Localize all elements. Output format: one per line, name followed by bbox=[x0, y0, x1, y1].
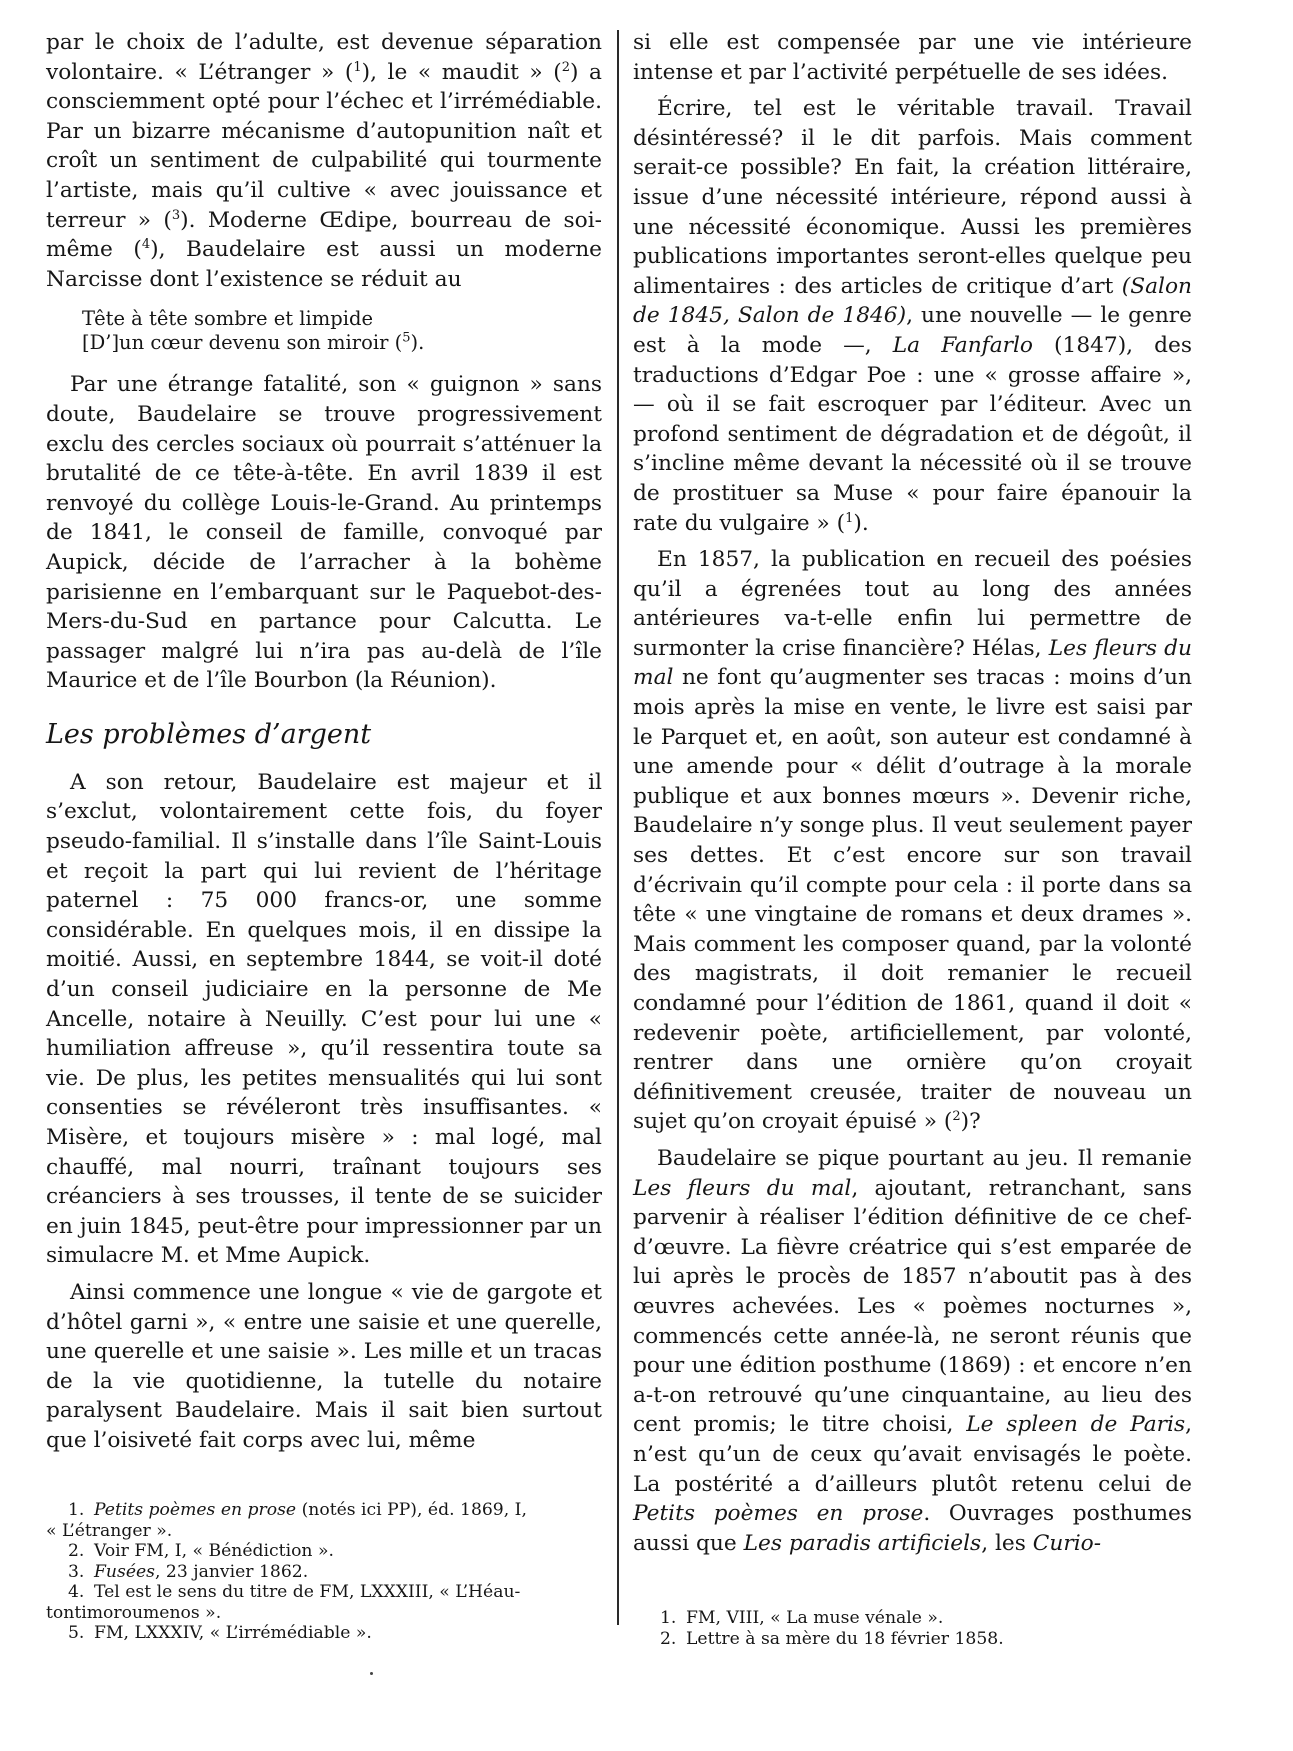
right-paragraph-4 bbox=[633, 1144, 1192, 1558]
left-footnotes bbox=[46, 1500, 602, 1644]
section-heading: Les problèmes d’argent bbox=[46, 718, 372, 750]
text-run: , ajoutant, retranchant, sans parvenir à réaliser l’édition définitive de ce chef-d’œuvre. La fièvre créatrice qui s’est emparée de lui après le procès de 1857 n’aboutit pas à des œuvres achevées. Les « poèmes nocturnes », commencés cette année-là, ne seront réunis que pour une édition posthume (1869) : et encore n’en a-t-on retrouvé qu’une cinquantaine, au lieu des cent promis; le titre choisi, bbox=[633, 1175, 1192, 1438]
right-paragraph-1: si elle est compensée par une vie intérieure intense et par l’activité perpétuelle de ses idées. bbox=[633, 30, 1192, 85]
text-run: Baudelaire se pique pourtant au jeu. Il remanie bbox=[657, 1145, 1192, 1171]
right-column bbox=[633, 28, 1192, 1558]
italic-title: Les fleurs du mal bbox=[633, 635, 1192, 691]
footnote-text: (notés ici PP), éd. 1869, I, bbox=[296, 1500, 527, 1520]
italic-title: Les fleurs du mal bbox=[633, 1175, 852, 1201]
footnote-continuation: « L’étranger ». bbox=[46, 1520, 173, 1541]
footnote-number: 3. bbox=[68, 1561, 85, 1582]
footnote-text: Voir FM, I, « Bénédiction ». bbox=[94, 1541, 334, 1561]
page-mark bbox=[370, 1672, 373, 1675]
footnote bbox=[660, 1629, 1190, 1650]
text-run: Écrire, tel est le véritable travail. Travail désintéressé? il le dit parfois. Mais comment serait-ce possible? En fait, la création littéraire, issue d’une nécessité intérieure, répond aussi à une nécessité économique. Aussi les premières publications importantes seront-elles quelque peu alimentaires : des articles de critique d’art bbox=[633, 96, 1192, 299]
text-run: (1847), des traductions d’Edgar Poe : une « grosse affaire », — où il se fait escroquer par l’éditeur. Avec un profond sentiment de dégradation et de dégoût, il s’incline même devant la nécessité où il se trouve de prostituer sa Muse « pour faire épanouir la rate du vulgaire » ($^1$). bbox=[633, 332, 1192, 536]
right-footnotes bbox=[660, 1608, 1190, 1649]
italic-title: Curio- bbox=[1032, 1530, 1102, 1556]
text-run: , une nouvelle — le genre est à la mode —, bbox=[633, 303, 1193, 358]
right-paragraph-2 bbox=[633, 94, 1192, 538]
text-run: , n’est qu’un de ceux qu’avait envisagés le poète. La postérité a d’ailleurs plutôt retenu celui de bbox=[633, 1412, 1192, 1497]
column-divider bbox=[617, 30, 619, 1625]
footnote-continuation: tontimoroumenos ». bbox=[46, 1602, 222, 1623]
footnote-number: 2. bbox=[660, 1628, 677, 1649]
footnote-number: 5. bbox=[68, 1623, 85, 1643]
footnote bbox=[46, 1562, 602, 1583]
left-paragraph-1: par le choix de l’adulte, est devenue séparation volontaire. « L’étranger » ($^1$), le « maudit » ($^2$) a consciemment opté pour l’échec et l’irrémédiable. Par un bizarre mécanisme d’autopunition naît et croît un sentiment de culpabilité qui tourmente l’artiste, mais qu’il cultive « avec jouissance et terreur » ($^3$). Moderne Œdipe, bourreau de soi-même ($^4$), Baudelaire est aussi un moderne Narcisse dont l’existence se réduit au bbox=[46, 30, 603, 292]
italic-title: (Salon de 1845, Salon de 1846) bbox=[633, 273, 1192, 329]
verse-quote bbox=[82, 307, 602, 355]
text-run: . Ouvrages posthumes aussi que bbox=[633, 1501, 1192, 1556]
footnote-italic: Petits poèmes en prose bbox=[94, 1500, 297, 1520]
left-column bbox=[46, 28, 602, 1456]
footnote-italic: Fusées bbox=[94, 1561, 155, 1582]
footnote-number: 2. bbox=[68, 1541, 85, 1561]
italic-title: Le spleen de Paris bbox=[966, 1412, 1186, 1438]
footnote-text: Tel est le sens du titre de FM, LXXXIII, « L’Héau- bbox=[94, 1582, 521, 1602]
footnote-text: FM, LXXXIV, « L’irrémédiable ». bbox=[94, 1623, 372, 1643]
left-paragraph-4: Ainsi commence une longue « vie de gargote et d’hôtel garni », « entre une saisie et une querelle, une querelle et une saisie ». Les mille et un tracas de la vie quotidienne, la tutelle du notaire paralysent Baudelaire. Mais il sait bien surtout que l’oisiveté fait corps avec lui, même bbox=[46, 1279, 602, 1453]
text-run: , les bbox=[981, 1530, 1033, 1556]
footnote bbox=[660, 1608, 1190, 1629]
right-paragraph-3 bbox=[633, 545, 1192, 1137]
footnote bbox=[46, 1500, 602, 1521]
footnote-text: , 23 janvier 1862. bbox=[154, 1561, 309, 1582]
footnote-number: 1. bbox=[660, 1608, 677, 1628]
footnote-text: FM, VIII, « La muse vénale ». bbox=[686, 1608, 944, 1628]
text-run: En 1857, la publication en recueil des poésies qu’il a égrenées tout au long des années antérieures va-t-elle enfin lui permettre de surmonter la crise financière? Hélas, bbox=[633, 547, 1192, 661]
italic-title: Petits poèmes en prose bbox=[633, 1501, 924, 1527]
footnote-number: 4. bbox=[68, 1582, 85, 1602]
footnote bbox=[46, 1582, 602, 1603]
verse-line-2: [D’]un cœur devenu son miroir ($^5$). bbox=[82, 330, 425, 355]
footnote-number: 1. bbox=[68, 1500, 85, 1520]
text-run: ne font qu’augmenter ses tracas : moins d’un mois après la mise en vente, le livre est saisi par le Parquet et, en août, son auteur est condamné à une amende pour « délit d’outrage à la morale publique et aux bonnes mœurs ». Devenir riche, Baudelaire n’y songe plus. Il veut seulement payer ses dettes. Et c’est encore sur son travail d’écrivain qu’il compte pour cela : il porte dans sa tête « une vingtaine de romans et deux drames ». Mais comment les composer quand, par la volonté des magistrats, il doit remanier le recueil condamné pour l’édition de 1861, quand il doit « redevenir poète, artificiellement, par volonté, rentrer dans une ornière qu’on croyait définitivement creusée, traiter de nouveau un sujet qu’on croyait épuisé » ($^2$)? bbox=[633, 665, 1192, 1135]
left-paragraph-3: A son retour, Baudelaire est majeur et il s’exclut, volontairement cette fois, du foyer pseudo-familial. Il s’installe dans l’île Saint-Louis et reçoit la part qui lui revient de l’héritage paternel : 75 000 francs-or, une somme considérable. En quelques mois, il en dissipe la moitié. Aussi, en septembre 1844, se voit-il doté d’un conseil judiciaire en la personne de Me Ancelle, notaire à Neuilly. C’est pour lui une « humiliation affreuse », qu’il ressentira toute sa vie. De plus, les petites mensualités qui lui sont consenties se révéleront très insuffisantes. « Misère, et toujours misère » : mal logé, mal chauffé, mal nourri, traînant toujours ses créanciers à ses trousses, il tente de se suicider en juin 1845, peut-être pour impressionner par un simulacre M. et Mme Aupick. bbox=[46, 769, 602, 1269]
italic-title: La Fanfarlo bbox=[892, 332, 1033, 358]
footnote bbox=[46, 1623, 602, 1644]
italic-title: Les paradis artificiels bbox=[743, 1530, 982, 1556]
verse-line-1: Tête à tête sombre et limpide bbox=[82, 307, 374, 331]
left-paragraph-2: Par une étrange fatalité, son « guignon » sans doute, Baudelaire se trouve progressivement exclu des cercles sociaux où pourrait s’atténuer la brutalité de ce tête-à-tête. En avril 1839 il est renvoyé du collège Louis-le-Grand. Au printemps de 1841, le conseil de famille, convoqué par Aupick, décide de l’arracher à la bohème parisienne en l’embarquant sur le Paquebot-des-Mers-du-Sud en partance pour Calcutta. Le passager malgré lui n’ira pas au-delà de l’île Maurice et de l’île Bourbon (la Réunion). bbox=[46, 372, 602, 694]
footnote-text: Lettre à sa mère du 18 février 1858. bbox=[686, 1628, 1004, 1649]
footnote bbox=[46, 1541, 602, 1562]
